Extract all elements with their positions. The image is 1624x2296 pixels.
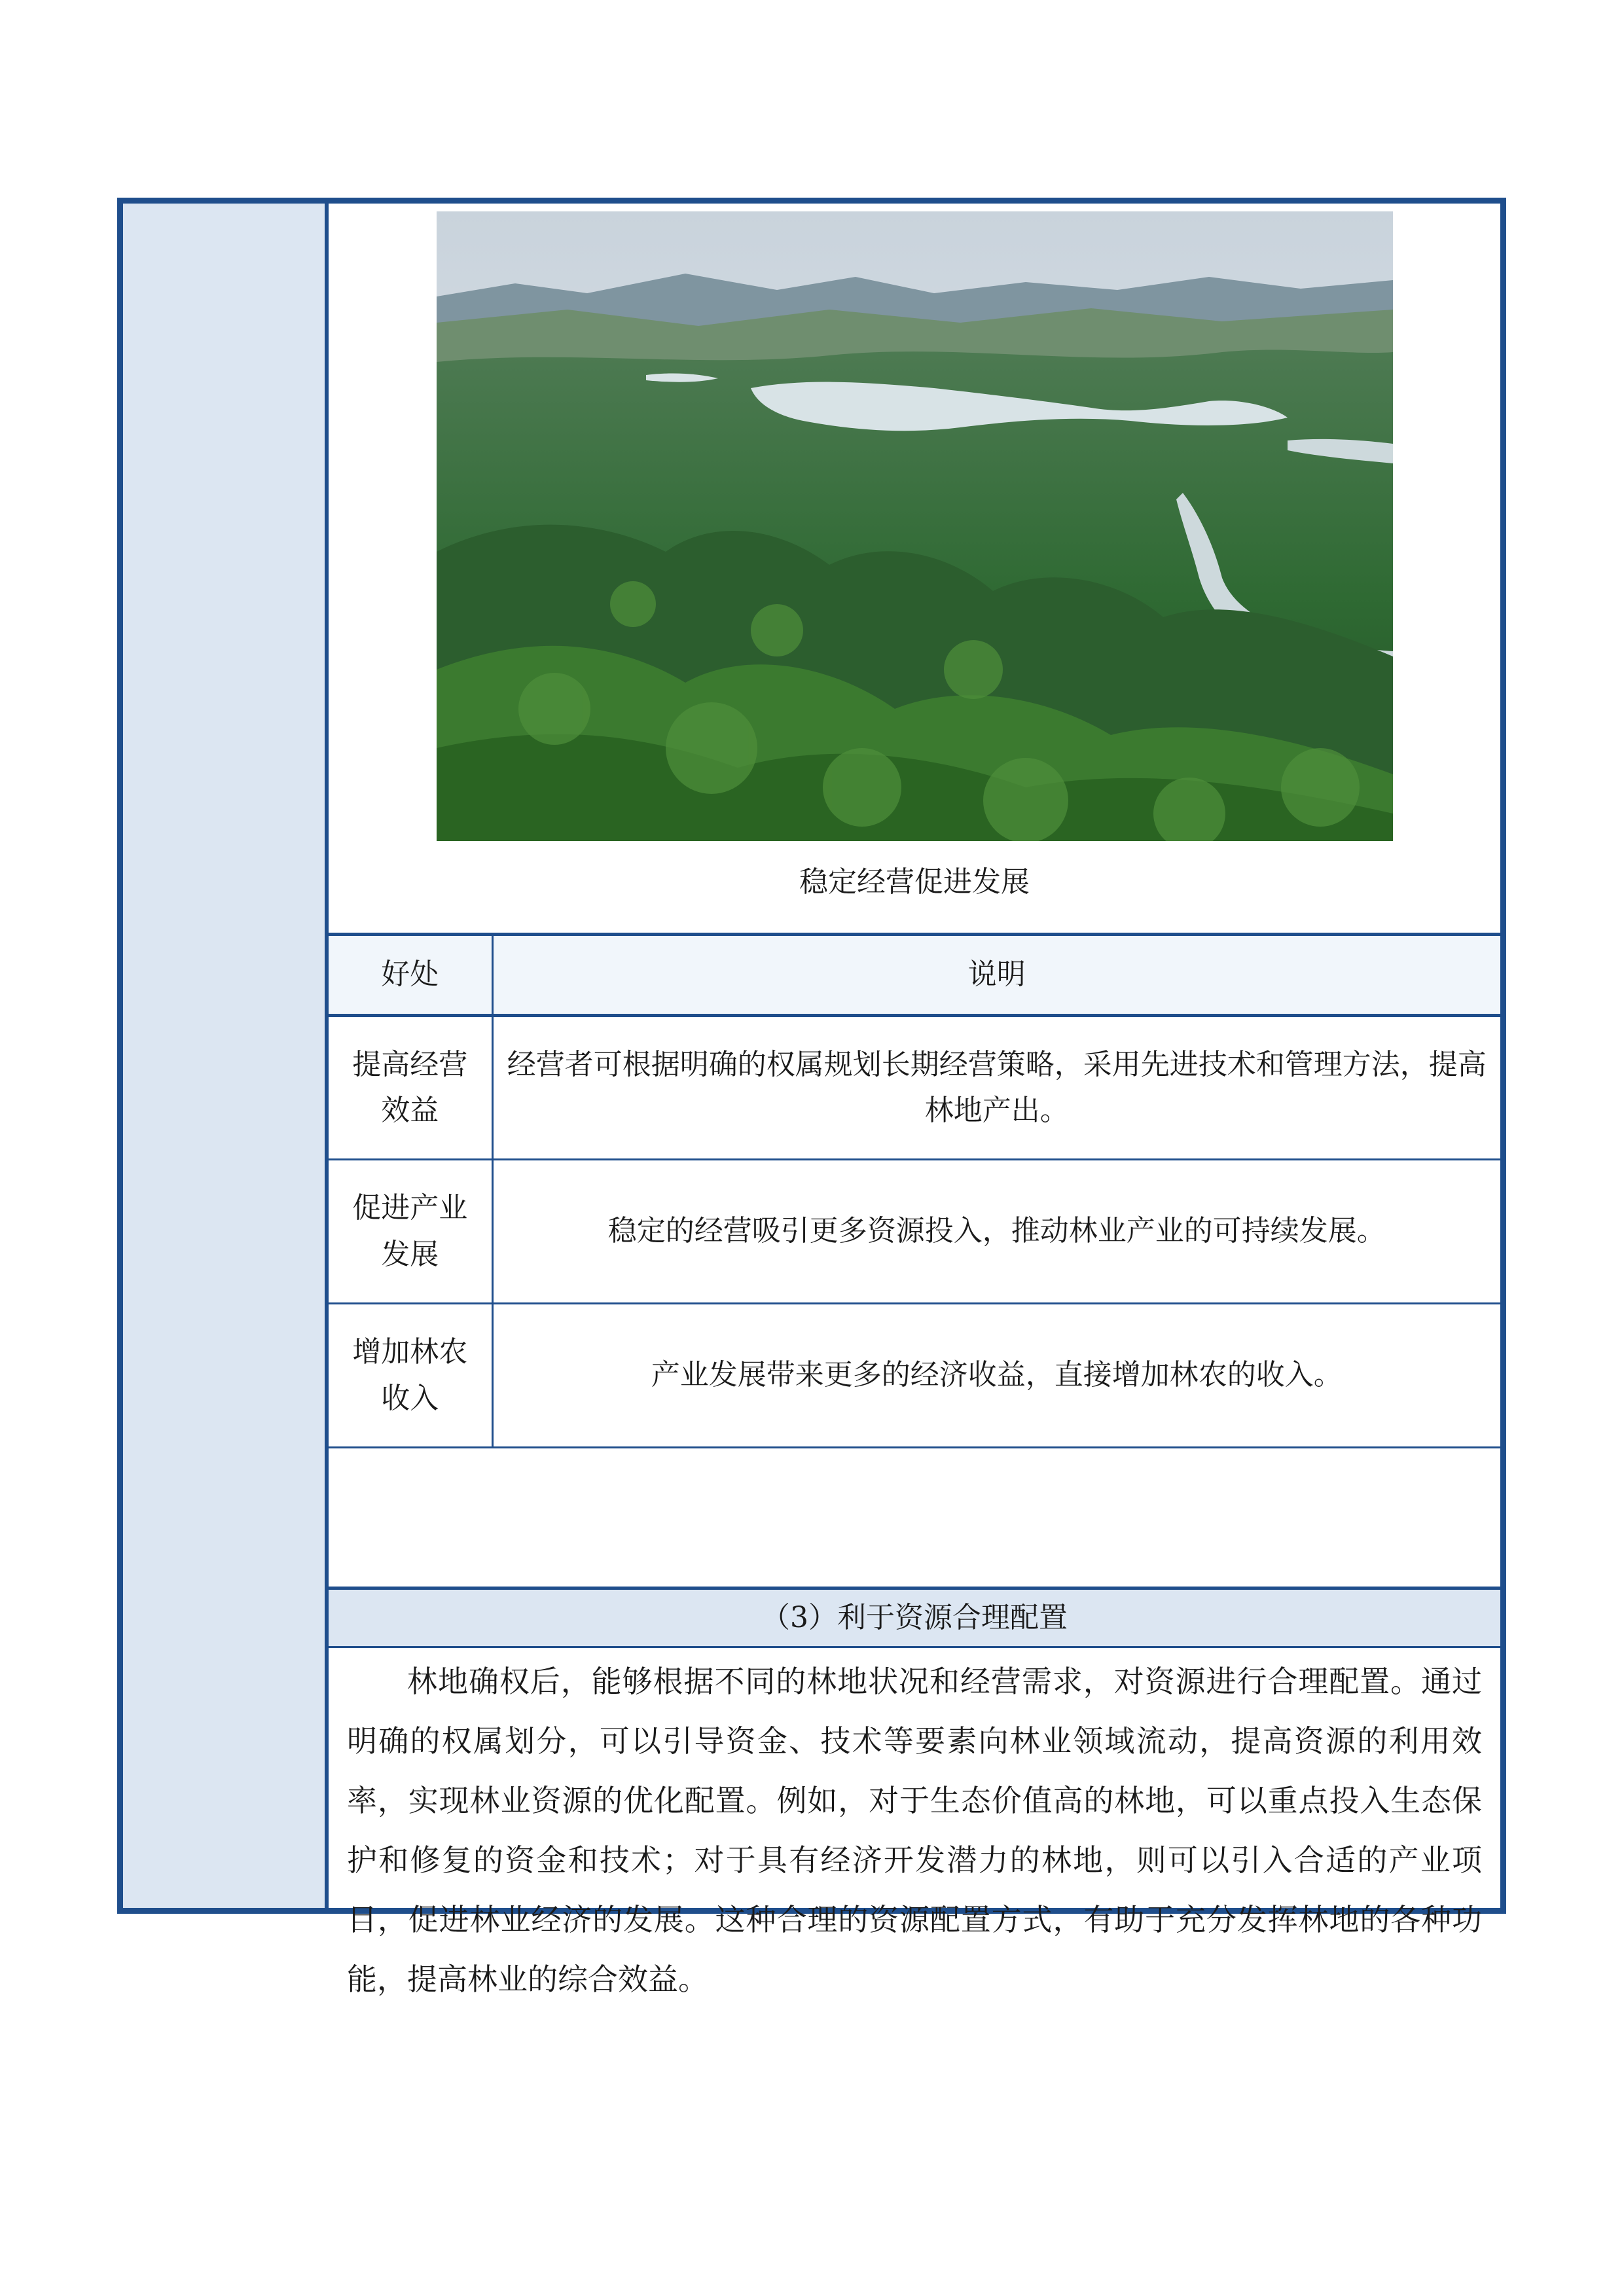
benefit-cell: 促进产业发展 (329, 1160, 492, 1304)
section-heading: （3）利于资源合理配置 (329, 1587, 1500, 1648)
benefit-cell: 提高经营效益 (329, 1016, 492, 1160)
benefits-table (329, 933, 1500, 1448)
photo-caption: 稳定经营促进发展 (799, 865, 1030, 899)
header-description: 说明 (492, 935, 1500, 1016)
forest-lake-photo (437, 211, 1393, 841)
benefit-cell: 增加林农收入 (329, 1304, 492, 1448)
section-body-paragraph: 林地确权后，能够根据不同的林地状况和经营需求，对资源进行合理配置。通过明确的权属划分，可以引导资金、技术等要素向林业领域流动，提高资源的利用效率，实现林业资源的优化配置。例如，对于生态价值高的林地，可以重点投入生态保护和修复的资金和技术；对于具有经济开发潜力的林地，则可以引入合适的产业项目，促进林业经济的发展。这种合理的资源配置方式，有助于充分发挥林地的各种功能，提高林业的综合效益。 (347, 1664, 1482, 1997)
table-row (329, 1160, 1500, 1304)
description-cell: 稳定的经营吸引更多资源投入，推动林业产业的可持续发展。 (492, 1160, 1500, 1304)
main-column (329, 204, 1500, 1997)
table-header-row (329, 935, 1500, 1016)
header-benefit: 好处 (329, 935, 492, 1016)
table-row (329, 1016, 1500, 1160)
content-frame (117, 198, 1506, 1997)
left-sidebar-column (123, 204, 329, 1908)
description-cell: 经营者可根据明确的权属规划长期经营策略，采用先进技术和管理方法，提高林地产出。 (492, 1016, 1500, 1160)
table-row (329, 1304, 1500, 1448)
description-cell: 产业发展带来更多的经济收益，直接增加林农的收入。 (492, 1304, 1500, 1448)
landscape-illustration (437, 211, 1393, 841)
